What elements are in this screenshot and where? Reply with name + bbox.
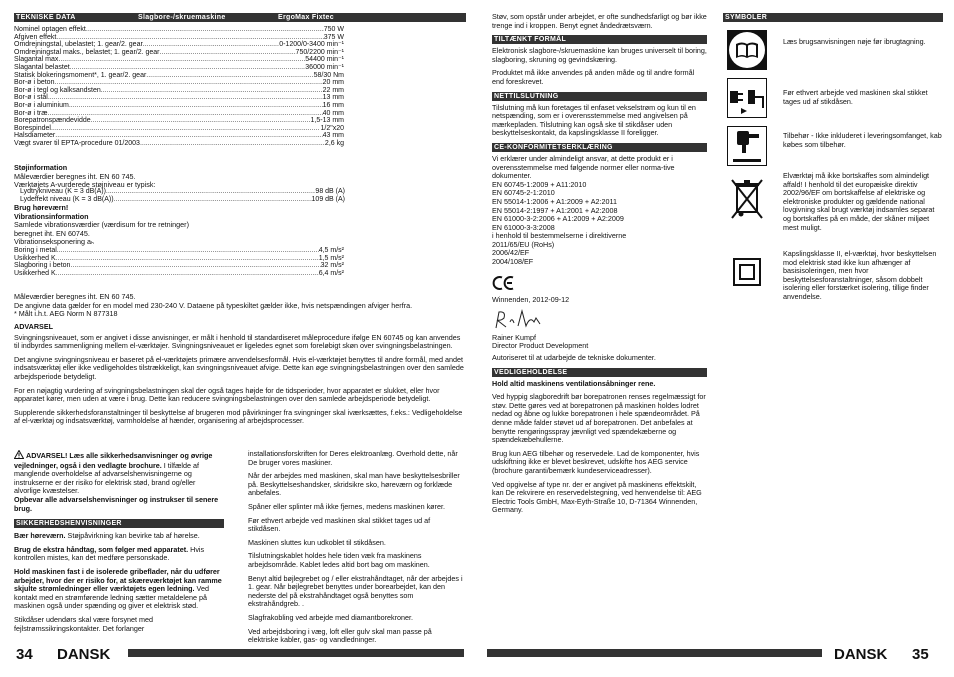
safety-para: Tilslutningskablet holdes hele tiden væk fra maskinens arbejdsområde. Kablet ledes altid bort bag om maskinen. [248,551,430,569]
spec-row [14,49,344,57]
maintenance-para: Ved opgivelse af type nr. der er angivet på maskinens effektskilt, kan De rekvirere en reservedelstegning, ved henvendelse til: AEG Electric Tools GmbH, Max-Eyth-Straße 10, D-71364 Winnenden, Germany. [492,479,702,515]
spec-label: Slagantal belastet [14,63,70,71]
safety-para: Slagfrakobling ved arbejde med diamantborekroner. [248,612,414,622]
spec-value: 109 dB (A) [311,195,345,203]
spec-row [14,247,344,255]
spec-row [14,117,344,125]
ce-mark [492,275,707,294]
spec-value: 1,5 m/s² [318,254,344,262]
spec-value: 32 m/s² [320,262,344,270]
spec-label: Bor-ø i tegl og kalksandsten [14,86,101,94]
spec-value: 36000 min⁻¹ [305,63,344,71]
safety-item-bold: Hold maskinen fast i de isolerede gribeflader, når du udfører arbejder, hvor der er risiko for, at skæreværktøjet kan ramme skjulte strømledninger eller værktøjets egen ledning. [14,566,222,594]
ce-norm: 2011/65/EU (RoHs) [492,239,555,249]
mains-para: Tilslutning må kun foretages til enfaset vekselstrøm og kun til en netspænding, som er i overensstemmelse med angivelsen på mærkepladen. Tilslutning kan også ske til stikdåser uden beskyttelseskontakt, da kapslingsklasse II foreligger. [492,102,696,138]
ce-norm: i henhold til bestemmelserne i direktiverne [492,231,627,241]
spec-value: 750/2200 min⁻¹ [295,48,344,56]
spec-value: 6,4 m/s² [318,269,344,277]
maintenance-header: VEDLIGEHOLDELSE [492,368,707,377]
safety-item [14,568,224,611]
safety-para: Før ethvert arbejde ved maskinen skal stikket tages ud af stikdåsen. [248,515,431,534]
footer-bar-right [487,649,822,657]
symbol-text: Før ethvert arbejde ved maskinen skal stikket tages ud af stikdåsen. [783,88,928,106]
warning-section [14,323,466,431]
maintenance-para: Brug kun AEG tilbehør og reservedele. Lad de komponenter, hvis udskiftning ikke er blevet beskrevet, udskifte hos AEG service (brochure garanti/bemærk kundeserviceadresser). [492,448,700,475]
spec-leader [51,125,321,133]
spec-label: Usikkerhed K [14,269,56,277]
warning-para: For en nøjagtig vurdering af svingningsbelastningen skal der også tages højde for de tidsperioder, hvor apparatet er slukket, eller hvor apparatet kører, men uden at være i brug. Dette kan reducere svingningsbelastningen over den samlede arbejdsperiode betydeligt. [14,385,440,404]
spec-row [14,56,344,64]
left-lower-column [14,450,224,638]
spec-value: 4,5 m/s² [318,247,344,254]
safety-para: Maskinen sluttes kun udkoblet til stikdåsen. [248,537,386,547]
ce-norm: EN 60745-2-1:2010 [492,188,555,198]
spec-value: 0-1200/0-3400 min⁻¹ [279,41,344,49]
spec-label: Bor-ø i beton [14,79,55,87]
spec-row [14,270,344,278]
wee-bin-icon [727,178,767,218]
page-number-left: 34 [16,646,33,663]
spec-leader [70,64,306,72]
signature [492,308,707,334]
spec-leader [101,87,323,95]
safety-item: Stikdåser udendørs skal være forsynet med fejlstrømssikringskontakter. Det forlanger [14,614,154,633]
spec-value: 43 mm [322,132,344,140]
ce-norm: EN 61000-3-2:2006 + A1:2009 + A2:2009 [492,214,624,224]
spec-list [14,26,344,148]
language-right: DANSK [834,646,888,663]
tech-data-product: Slagbore-/skruemaskine [138,14,226,21]
signer-name: Rainer Kumpf [492,332,536,342]
spec-row [20,196,345,204]
warning-para: Det angivne svingningsniveau er baseret på el-værktøjets primære anvendelsesformål. Hvis el-værktøjet benyttes til andre formål, med andet indsatsværktøj eller ikke vedligeholdes tilstrækkeligt, kan svingningsniveauet afvige. Dette kan øge svingningsbelastningen over den samlede arbejdsperiode betydeligt. [14,354,464,381]
vib-section [14,204,354,247]
spec-label: Bor-ø i stål [14,94,48,102]
noise-line: Måleværdier beregnes iht. EN 60 745. [14,171,136,181]
spec-label: Lydtrykniveau (K = 3 dB(A)) [20,188,106,195]
spec-row [14,79,344,87]
spec-row [14,125,344,133]
spec-leader [140,140,325,148]
maintenance-bold: Hold altid maskinens ventilationsåbninger rene. [492,378,656,388]
ce-norm: EN 55014-2:1997 + A1:2001 + A2:2008 [492,205,618,215]
ce-norms [492,181,707,267]
spec-row [14,72,344,80]
spec-value: 750 W [323,26,344,33]
measure-line: De angivne data gælder for en model med 230-240 V. Dataene på typeskiltet gælder ikke, hvis netspændingen afviger herfra. [14,300,413,310]
vib-line: Vibrationseksponering aₕ [14,237,94,247]
warning-title: ADVARSEL [14,322,54,331]
ce-mark-icon [492,275,516,291]
ce-norm: 2004/108/EF [492,257,534,267]
spec-row [14,34,344,42]
decl-date: Winnenden, 2012-09-12 [492,295,570,305]
mains-header: NETTILSLUTNING [492,92,707,101]
safety-item-bold: Brug de ekstra håndtag, som følger med apparatet. [14,544,189,554]
maintenance-para: Ved hyppig slagboredrift bør borepatronen renses regelmæssigt for støv. Dette gøres ved at borepatronen på maskinen holdes lodret nedad og åbne og lukke borepatronen i hele spændeområdet. På denne måde falder støvet ud af borepatronen. Det anbefales at benytte rengøringsspray jævnligt ved spændekæberne og spændekæbehullerne. [492,392,706,445]
spec-label: Omdrejningstal maks., belastet; 1. gear/2. gear [14,48,160,56]
ce-header: CE-KONFORMITETSERKLÆRING [492,143,707,152]
ce-norm: EN 60745-1:2009 + A11:2010 [492,179,587,189]
symbol-text: Elværktøj må ikke bortskaffes som almindeligt affald! I henhold til det europæiske direktiv 2002/96/EF om bortskaffelse af elektriske og elektroniske produkter og gældende national lovgivning skal brugt værktøj indsamles separat og bortskaffes på en måde, der skåner miljøet mest muligt. [783,171,935,232]
spec-label: Usikkerhed K [14,254,56,262]
safety-item [14,546,224,563]
ce-intro: Vi erklærer under almindeligt ansvar, at dette produkt er i overensstemmelse med følgende normer eller norma-tive dokumenter. [492,153,675,181]
purpose-para: Elektronisk slagbore-/skruemaskine kan bruges universelt til boring, slagboring, skruning og gevindskæring. [492,46,707,64]
spec-row [20,188,345,196]
unplug-icon [727,78,767,118]
spec-row [14,64,344,72]
spec-row [14,26,344,34]
vib-line: Samlede vibrationsværdier (værdisum for tre retninger) [14,220,189,230]
spec-row [14,41,344,49]
safety-header: SIKKERHEDSHENVISNINGER [14,519,224,528]
symbols-header: SYMBOLER [723,13,943,22]
spec-value: 13 mm [322,94,344,102]
spec-row [14,87,344,95]
vib-title: Vibrationsinformation [14,211,89,221]
dust-note: Støv, som opstår under arbejdet, er ofte sundhedsfarligt og bør ikke trenge ind i kroppen. Benyt egnet åndedrætsværn. [492,12,707,30]
page-number-right: 35 [912,646,929,663]
hearing-protection: Brug høreværn! [14,203,69,212]
vib-line: beregnet iht. EN 60745. [14,228,90,238]
safety-para: Når der arbejdes med maskinen, skal man have beskyttelsesbriller på. Beskyttelseshandsker, skridsikre sko, høreværn og forklæde anbefales. [248,471,460,498]
signer-auth: Autoriseret til at udarbejde de tekniske dokumenter. [492,353,656,363]
spec-leader [146,72,313,80]
spec-label: Vægt svarer til EPTA-procedure 01/2003 [14,139,140,147]
spec-value: 22 mm [322,86,344,94]
spec-label: Statisk blokeringsmoment*, 1. gear/2. gear [14,71,147,79]
safety-para: Benyt altid bøjlegrebet og / eller ekstrahåndtaget, når der arbejdes i 1. gear. Når bøjlegrebet benyttes under borearbejdet, kan den nederste del på ekstrahåndtaget også benyttes som ekstrahåndgreb. . [248,573,463,609]
ce-norm: EN 55014-1:2006 + A1:2009 + A2:2011 [492,196,617,206]
safety-para: installationsforskriften for Deres elektroanlæg. Overhold dette, når De bruger vores maskiner. [248,449,458,467]
signer-title: Director Product Development [492,341,589,351]
symbol-text: Læs brugsanvisningen nøje før ibrugtagning. [783,37,926,46]
spec-leader [55,132,322,140]
footer-bar-left [128,649,464,657]
spec-leader [86,26,324,34]
spec-leader [60,56,305,64]
safety-warning-text: I tilfælde af manglende overholdelse af advarselshenvisningerne og instrukserne er der risiko for elektrisk stød, brand og/eller alvorlige kvæstelser. [14,460,199,496]
noise-line: Værktøjets A-vurderede støjniveau er typisk: [14,180,156,190]
spec-leader [56,270,319,278]
spec-label: Nominel optagen effekt [14,26,86,33]
safety-warning-keep: Opbevar alle advarselshenvisninger og instrukser til senere brug. [14,494,219,513]
measure-line: Måleværdier beregnes iht. EN 60 745. [14,292,136,301]
tech-data-model: ErgoMax Fixtec [278,14,334,21]
tech-data-title: TEKNISKE DATA [16,14,76,21]
spec-leader [54,79,322,87]
class-ii-icon [727,252,767,292]
manual-icon [727,30,767,70]
spec-leader [160,49,296,57]
spec-label: Borespindel [14,124,51,132]
spec-label: Borepatronspændevidde [14,117,91,125]
safety-warning [14,450,224,513]
ce-norm: EN 61000-3-3:2008 [492,222,555,232]
warning-para: Supplerende sikkerhedsforanstaltninger til beskyttelse af brugeren mod påvirkninger fra svingninger skal iværksættes, f.eks.: Vedligeholdelse af el-værktøj og indsatsværktøj, varmholdelse af hænder, organisering af arbejdsprocesser. [14,407,463,426]
warning-para: Svingningsniveauet, som er angivet i disse anvisninger, er målt i henhold til standardiseret måleprocedure ifølge EN 60745 og kan anvendes til indbyrdes sammenligning mellem el-værktøjer. Svingningsniveauet er ligeledes egnet som foreløbigt skøn over svingningsbelastningen. [14,332,461,351]
safety-item-text: Ved kontakt med en strømførende ledning sætter metaldelene på maskinen også under spænding og giver et elektrisk stød. [14,584,209,611]
spec-leader [48,94,323,102]
spec-label: Omdrejningstal, ubelastet; 1. gear/2. gear [14,41,143,49]
safety-item [14,532,224,541]
safety-item-bold: Bær høreværn. [14,531,66,541]
spec-leader [69,102,323,110]
spec-value: 58/30 Nm [313,71,344,79]
spec-row [14,255,344,263]
spec-value: 20 mm [322,79,344,87]
spec-value: 54400 min⁻¹ [305,56,344,64]
spec-leader [57,247,319,255]
vib-spec-list [14,247,344,277]
spec-label: Slagantal max. [14,56,61,64]
spec-row [14,262,344,270]
symbol-text: Kapslingsklasse II, el-værktøj, hvor beskyttelsen mod elektrisk stød ikke kun afhænger af basisisoleringen, men hvor beskyttelsesforanstaltninger, såsom dobbelt isolering eller forstærket isolering, tillige finder anvendelse. [783,249,937,301]
safety-item-text: Støjpåvirkning kan bevirke tab af hørelse. [65,531,200,541]
spec-leader [70,262,320,270]
purpose-header: TILTÆNKT FORMÅL [492,35,707,44]
spec-row [14,94,344,102]
spec-value: 1/2"x20 [320,124,344,132]
safety-warning-bold: ADVARSEL! Læs alle sikkerhedsanvisninger og øvrige vejledninger, også i den vedlagte brochure. [14,451,213,470]
right-column-1 [492,13,707,520]
noise-spec-list [20,188,345,203]
safety-item-text: Hvis kontrollen mistes, kan det medføre personskade. [14,544,205,563]
spec-leader [106,188,316,196]
spec-value: 375 W [323,33,344,41]
left-middle-column [248,450,463,650]
spec-value: 1,5-13 mm [310,117,344,125]
purpose-para: Produktet må ikke anvendes på anden måde og til andre formål end foreskrevet. [492,68,695,86]
spec-label: Bor-ø i træ [14,109,48,117]
spec-value: 2,6 kg [324,139,344,147]
noise-section [14,164,354,190]
spec-label: Bor-ø i aluminium [14,101,69,109]
spec-row [14,110,344,118]
spec-leader [91,117,311,125]
measure-notes [14,293,464,319]
spec-leader [56,34,323,42]
spec-leader [47,110,322,118]
ce-norm: 2006/42/EF [492,248,530,258]
spec-label: Afgiven effekt [14,33,57,41]
spec-leader [114,196,312,204]
spec-value: 40 mm [322,109,344,117]
tech-data-header [14,13,466,22]
spec-row [14,140,344,148]
spec-label: Slagboring i beton [14,262,71,270]
spec-label: Boring i metal [14,247,57,254]
spec-value: 16 mm [322,101,344,109]
symbol-text: Tilbehør - Ikke inkluderet i leveringsomfanget, kab købes som tilbehør. [783,131,942,149]
language-left: DANSK [57,646,111,663]
accessory-icon [727,126,767,166]
measure-line: * Målt i.h.t. AEG Norm N 877318 [14,309,118,319]
spec-leader [143,41,279,49]
safety-para: Spåner eller splinter må ikke fjernes, medens maskinen kører. [248,501,445,511]
spec-label: Lydeffekt niveau (K = 3 dB(A)) [20,195,114,203]
spec-value: 98 dB (A) [315,188,345,195]
safety-para: Ved arbejdsboring i væg, loft eller gulv skal man passe på elektriske kabler, gas- og vandledninger. [248,626,432,645]
spec-label: Halsdiameter [14,132,56,140]
noise-title: Støjinformation [14,163,68,172]
spec-row [14,102,344,110]
spec-row [14,132,344,140]
spec-leader [56,255,319,263]
